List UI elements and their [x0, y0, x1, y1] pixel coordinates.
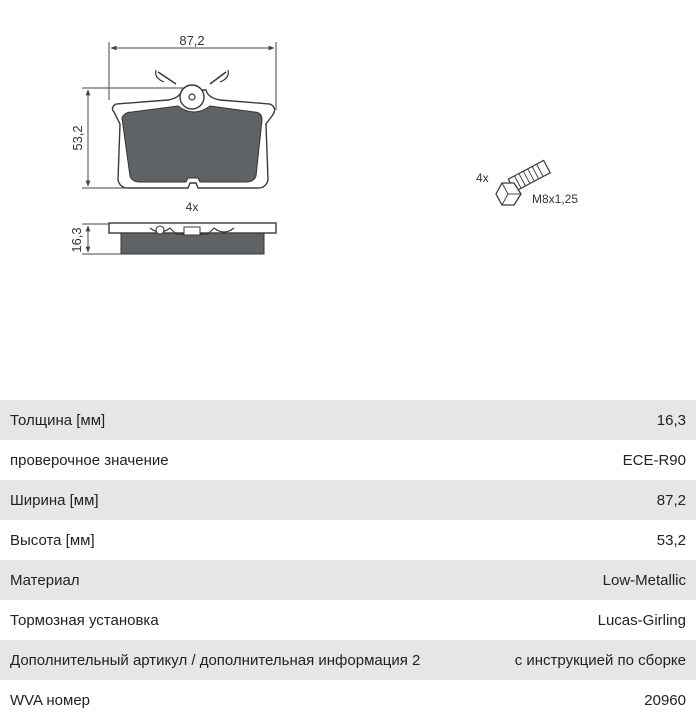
spec-label: Материал — [10, 571, 80, 589]
spec-value: Lucas-Girling — [597, 611, 686, 629]
brake-pad-front-view — [112, 70, 274, 214]
spec-row-wva-number — [0, 680, 696, 720]
spec-row-height — [0, 520, 696, 560]
spec-row-material — [0, 560, 696, 600]
spec-row-thickness — [0, 400, 696, 440]
spec-row-brake-system — [0, 600, 696, 640]
spec-value: 53,2 — [656, 531, 686, 549]
pad-quantity-label: 4x — [185, 200, 199, 214]
spec-value: 16,3 — [656, 411, 686, 429]
thickness-dim-label: 16,3 — [69, 227, 84, 253]
bolt-spec-label: M8x1,25 — [532, 192, 579, 206]
width-dim-label: 87,2 — [179, 33, 205, 48]
bolt-illustration — [476, 160, 578, 206]
spec-row-test-value — [0, 440, 696, 480]
spec-label: Дополнительный артикул / дополнительная информация 2 — [10, 651, 421, 669]
spec-label: Толщина [мм] — [10, 411, 106, 429]
spec-value: 20960 — [644, 691, 686, 709]
spec-label: проверочное значение — [10, 451, 169, 469]
spec-label: WVA номер — [10, 691, 91, 709]
height-dim-label: 53,2 — [70, 125, 85, 151]
spec-label: Ширина [мм] — [10, 491, 99, 509]
bolt-quantity-label: 4x — [476, 171, 489, 185]
spec-value: с инструкцией по сборке — [514, 651, 686, 669]
brake-pad-side-view — [109, 223, 276, 254]
spec-label: Тормозная установка — [10, 611, 159, 629]
spec-value: 87,2 — [656, 491, 686, 509]
specs-table — [0, 400, 696, 720]
spec-row-additional-info — [0, 640, 696, 680]
spec-row-width — [0, 480, 696, 520]
spec-value: ECE-R90 — [622, 451, 686, 469]
spec-value: Low-Metallic — [602, 571, 686, 589]
spec-label: Высота [мм] — [10, 531, 95, 549]
